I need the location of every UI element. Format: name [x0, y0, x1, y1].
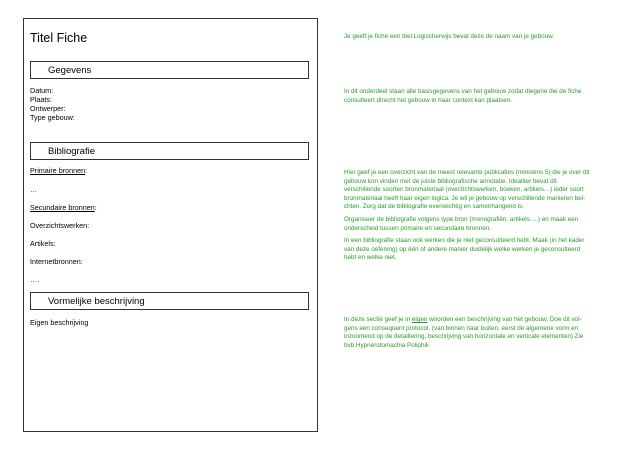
note-bibliografie-p3: In een bibliografie staan ook werken die je niet geconsulteerd hebt. Maak (in het kader van deze oefening) op één of andere manier duidelijk welke werken je geconsulteerd hebt en welke niet.: [344, 237, 585, 262]
note-title: Je geeft je fiche een titel.Logischerwijs bevat deze de naam van je gebouw.: [344, 33, 555, 40]
fiche-title: Titel Fiche: [30, 31, 88, 45]
field-datum: Datum:: [30, 86, 54, 95]
note-gegevens: In dit onderdeel staan alle basisgegevens van het gebouw zodat diegene die de fiche consulteert direcht het gebouw in haar context kan plaatsen.: [344, 88, 582, 104]
field-overzichtswerken: Overzichtswerken:: [30, 221, 90, 230]
note-beschrijving-eigen: eigen: [411, 316, 428, 323]
secundaire-bronnen-label: Secundaire bronnen: [30, 203, 95, 212]
field-primaire-bronnen: [30, 166, 87, 175]
note-bibliografie: [344, 169, 594, 263]
note-beschrijving-pre: In deze sectie geef je in: [344, 316, 412, 323]
note-bibliografie-p2: Organiseer de bibliografie volgens type bron (monografiën, artikels….) en maak een onderscheid tussen primaire en secundaire bronnen.: [344, 215, 579, 232]
note-beschrijving: [344, 316, 594, 350]
primaire-bronnen-colon: :: [85, 166, 88, 175]
note-beschrijving-post: woorden een beschrijving van het gebouw. Doe dit vol-gens een consequent protocol. (van binnen naar buiten, eerst de algemene vorm en inzoomend op de detaillering, beschrijving van horizontale en verticale elementen) Zie bvb Hypnerotomachia Poliphili: [344, 316, 584, 349]
field-eigen-beschrijving: Eigen beschrijving: [30, 318, 89, 327]
field-type-gebouw: Type gebouw:: [30, 113, 75, 122]
field-internetbronnen: Internetbronnen:: [30, 257, 83, 266]
note-bibliografie-p1: Hier geef je een overzicht van de meest relevante publicaties (minstens 5) die je over dit gebouw kon vinden met de juiste bibliografische annotatie. Idealiter bevat dit verschillende soorten bronmateriaal (overzichtswerken, boeken, artikels…) ieder soort bronmateriaal heeft haar eigen logica. Je wil je gebouw op verschillende manieren bel-chten. Zorg dat de bibliografie evenwichtig en samenhangend is.: [344, 169, 590, 211]
section-bibliografie-heading: Bibliografie: [30, 142, 309, 160]
field-secundaire-bronnen: [30, 203, 97, 212]
field-ontwerper: Ontwerper:: [30, 104, 66, 113]
field-ellipsis-1: …: [30, 185, 38, 194]
primaire-bronnen-label: Primaire bronnen: [30, 166, 86, 175]
field-artikels: Artikels:: [30, 239, 56, 248]
section-beschrijving-heading: Vormelijke beschrijving: [30, 292, 309, 310]
field-ellipsis-2: ….: [30, 275, 40, 284]
section-gegevens-heading: Gegevens: [30, 61, 309, 79]
field-plaats: Plaats:: [30, 95, 52, 104]
secundaire-bronnen-colon: :: [94, 203, 97, 212]
